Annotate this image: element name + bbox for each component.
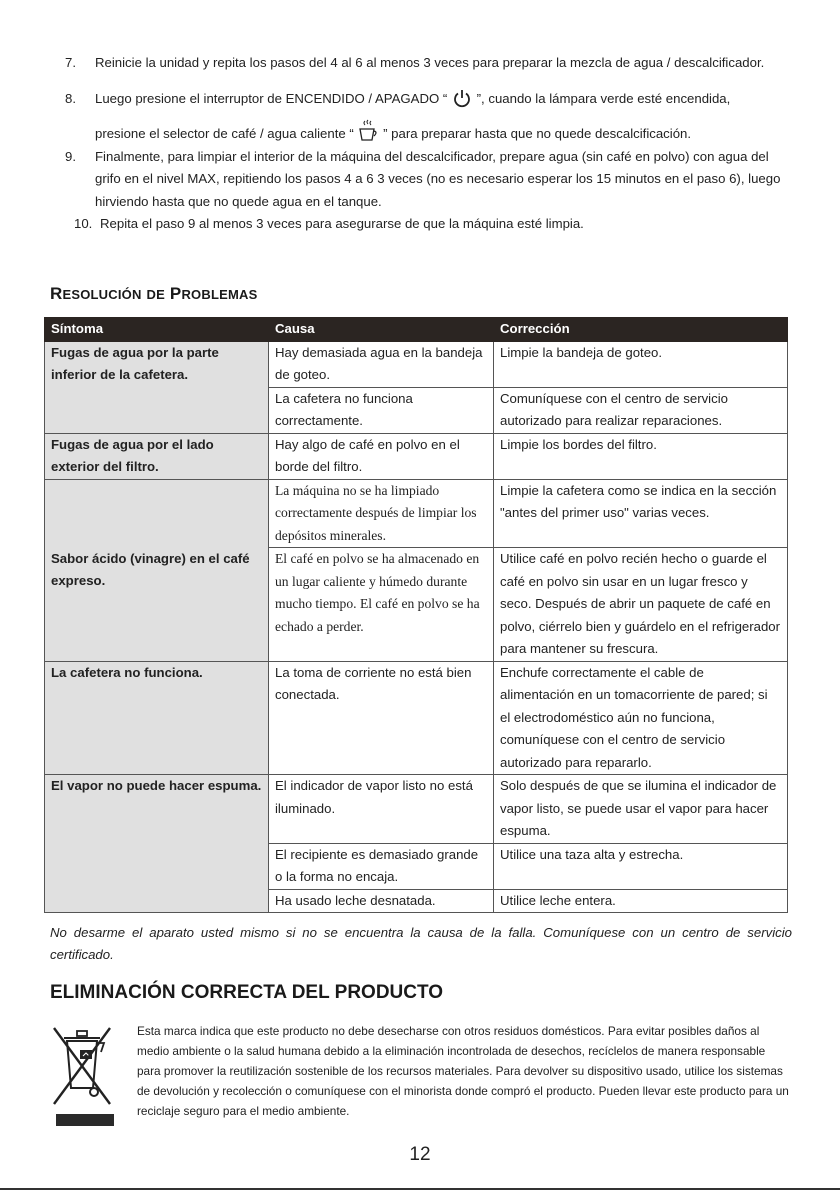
step-text: ”, cuando la lámpara verde esté encendida, <box>476 90 731 106</box>
warning-note: No desarme el aparato usted mismo si no se encuentra la causa de la falla. Comuníquese con un centro de servicio certificado. <box>50 925 792 962</box>
step-8-line-1 <box>95 88 795 111</box>
cause-cell: Hay algo de café en polvo en el borde del filtro. <box>269 433 494 479</box>
table-row <box>45 775 788 844</box>
table-header-row <box>45 318 788 342</box>
correction-cell: Utilice leche entera. <box>494 889 788 913</box>
disposal-title: ELIMINACIÓN CORRECTA DEL PRODUCTO <box>50 982 444 1003</box>
hot-water-cup-icon <box>357 119 379 143</box>
step-9 <box>50 146 795 214</box>
correction-cell: Limpie los bordes del filtro. <box>494 433 788 479</box>
cause-cell: La máquina no se ha limpiado correctamente después de limpiar los depósitos minerales. <box>269 479 494 548</box>
power-icon <box>451 89 473 109</box>
symptom-cell: Fugas de agua por la parte inferior de la cafetera. <box>45 341 269 433</box>
correction-cell: Comuníquese con el centro de servicio autorizado para realizar reparaciones. <box>494 387 788 433</box>
title-part: P <box>169 284 182 303</box>
title-part: ROBLEMAS <box>181 287 258 302</box>
step-number: 7. <box>65 55 76 70</box>
step-number: 8. <box>65 90 76 106</box>
cause-cell: El indicador de vapor listo no está iluminado. <box>269 775 494 844</box>
correction-cell: Enchufe correctamente el cable de alimentación en un tomacorriente de pared; si el electrodoméstico aún no funciona, comuníquese con el centro de servicio autorizado para repararlo. <box>494 661 788 775</box>
correction-cell: Solo después de que se ilumina el indicador de vapor listo, se puede usar el vapor para hacer espuma. <box>494 775 788 844</box>
step-8-line-2 <box>95 126 691 141</box>
table-row <box>45 479 788 548</box>
title-part: DE <box>146 287 165 302</box>
title-part: ESOLUCIÓN <box>62 287 142 302</box>
step-number: 9. <box>65 148 76 164</box>
step-number: 10. <box>74 216 93 231</box>
table-row <box>45 341 788 387</box>
step-text: Finalmente, para limpiar el interior de la máquina del descalcificador, prepare agua (sin café en polvo) con agua del grifo en el nivel MAX, repitiendo los pasos 4 a 6 3 veces (no es necesario esperar los 15 minutos en el paso 6), luego hirviendo hasta que no quede agua en el tanque. <box>95 148 781 209</box>
cause-cell: El café en polvo se ha almacenado en un lugar caliente y húmedo durante mucho tiempo. El café en polvo se ha echado a perder. <box>269 548 494 662</box>
troubleshooting-title <box>50 284 257 304</box>
crossed-out-wheelie-bin-icon <box>50 1022 120 1130</box>
page-bottom-rule <box>0 1188 840 1190</box>
cause-cell: La cafetera no funciona correctamente. <box>269 387 494 433</box>
disposal-text: Esta marca indica que este producto no debe desecharse con otros residuos domésticos. Para evitar posibles daños al medio ambiente o la salud humana debido a la eliminación incontrolada de desechos, recíclelos de manera responsable para promover la reutilización sostenible de los recursos materiales. Para devolver su dispositivo usado, utilice los sistemas de devolución y recolección o comuníquese con el minorista donde compró el producto. Pueden llevar este producto para un reciclaje seguro para el medio ambiente. <box>137 1024 789 1118</box>
correction-cell: Utilice café en polvo recién hecho o guarde el café en polvo sin usar en un lugar fresco y seco. Después de abrir un paquete de café en polvo, ciérrelo bien y guárdelo en el refrigerador para mantener su frescura. <box>494 548 788 662</box>
symptom-cell: Sabor ácido (vinagre) en el café expreso. <box>45 479 269 661</box>
symptom-cell: La cafetera no funciona. <box>45 661 269 775</box>
page-number: 12 <box>409 1144 431 1165</box>
step-10 <box>50 213 795 236</box>
step-text: Luego presione el interruptor de ENCENDIDO / APAGADO “ <box>95 90 448 106</box>
step-8 <box>50 88 795 146</box>
symptom-cell: Fugas de agua por el lado exterior del filtro. <box>45 433 269 479</box>
cause-cell: Hay demasiada agua en la bandeja de goteo. <box>269 341 494 387</box>
cause-cell: La toma de corriente no está bien conectada. <box>269 661 494 775</box>
title-part: R <box>50 284 63 303</box>
troubleshooting-table <box>44 317 788 913</box>
correction-cell: Limpie la bandeja de goteo. <box>494 341 788 387</box>
table-row <box>45 433 788 479</box>
header-symptom: Síntoma <box>45 318 269 342</box>
symptom-cell: El vapor no puede hacer espuma. <box>45 775 269 913</box>
step-text: Reinicie la unidad y repita los pasos del 4 al 6 al menos 3 veces para preparar la mezcla de agua / descalcificador. <box>95 55 765 70</box>
cause-cell: Ha usado leche desnatada. <box>269 889 494 913</box>
step-7 <box>50 52 795 75</box>
header-correction: Corrección <box>494 318 788 342</box>
instruction-steps <box>50 52 795 236</box>
correction-cell: Limpie la cafetera como se indica en la sección "antes del primer uso" varias veces. <box>494 479 788 548</box>
table-row <box>45 661 788 775</box>
cause-cell: El recipiente es demasiado grande o la forma no encaja. <box>269 843 494 889</box>
step-text: ” para preparar hasta que no quede descalcificación. <box>383 126 692 141</box>
step-text: presione el selector de café / agua caliente “ <box>95 126 354 141</box>
step-text: Repita el paso 9 al menos 3 veces para asegurarse de que la máquina esté limpia. <box>100 216 584 231</box>
correction-cell: Utilice una taza alta y estrecha. <box>494 843 788 889</box>
header-cause: Causa <box>269 318 494 342</box>
